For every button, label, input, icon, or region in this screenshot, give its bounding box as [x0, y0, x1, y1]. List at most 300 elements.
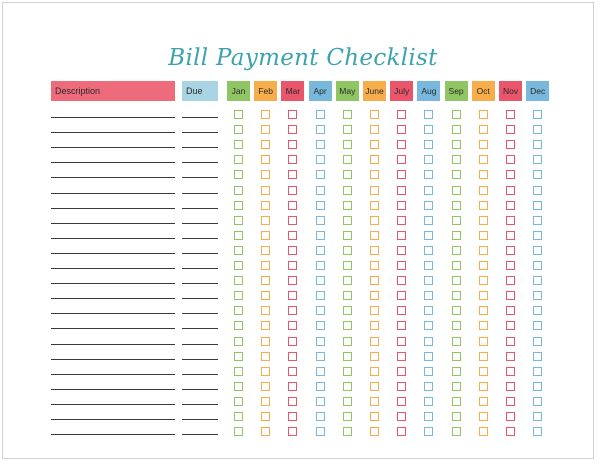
- description-line[interactable]: [51, 434, 175, 435]
- checkbox-aug[interactable]: [424, 352, 433, 361]
- due-line[interactable]: [182, 404, 218, 405]
- checkbox-dec[interactable]: [533, 367, 542, 376]
- checkbox-aug[interactable]: [424, 276, 433, 285]
- due-line[interactable]: [182, 132, 218, 133]
- checkbox-oct[interactable]: [479, 155, 488, 164]
- checkbox-june[interactable]: [370, 337, 379, 346]
- checkbox-sep[interactable]: [452, 321, 461, 330]
- checkbox-jan[interactable]: [234, 427, 243, 436]
- description-line[interactable]: [51, 374, 175, 375]
- description-line[interactable]: [51, 283, 175, 284]
- checkbox-aug[interactable]: [424, 155, 433, 164]
- checkbox-july[interactable]: [397, 201, 406, 210]
- checkbox-june[interactable]: [370, 306, 379, 315]
- checkbox-july[interactable]: [397, 382, 406, 391]
- checkbox-apr[interactable]: [316, 110, 325, 119]
- checkbox-june[interactable]: [370, 291, 379, 300]
- checkbox-nov[interactable]: [506, 321, 515, 330]
- checkbox-apr[interactable]: [316, 231, 325, 240]
- checkbox-dec[interactable]: [533, 186, 542, 195]
- checkbox-nov[interactable]: [506, 201, 515, 210]
- due-line[interactable]: [182, 374, 218, 375]
- checkbox-july[interactable]: [397, 170, 406, 179]
- checkbox-june[interactable]: [370, 382, 379, 391]
- checkbox-apr[interactable]: [316, 276, 325, 285]
- checkbox-sep[interactable]: [452, 155, 461, 164]
- checkbox-jan[interactable]: [234, 412, 243, 421]
- checkbox-jan[interactable]: [234, 291, 243, 300]
- checkbox-apr[interactable]: [316, 291, 325, 300]
- checkbox-feb[interactable]: [261, 412, 270, 421]
- checkbox-may[interactable]: [343, 216, 352, 225]
- due-line[interactable]: [182, 359, 218, 360]
- checkbox-jan[interactable]: [234, 382, 243, 391]
- checkbox-june[interactable]: [370, 276, 379, 285]
- checkbox-may[interactable]: [343, 291, 352, 300]
- checkbox-apr[interactable]: [316, 216, 325, 225]
- checkbox-may[interactable]: [343, 321, 352, 330]
- checkbox-dec[interactable]: [533, 352, 542, 361]
- checkbox-aug[interactable]: [424, 201, 433, 210]
- checkbox-jan[interactable]: [234, 216, 243, 225]
- checkbox-july[interactable]: [397, 140, 406, 149]
- checkbox-aug[interactable]: [424, 125, 433, 134]
- description-line[interactable]: [51, 162, 175, 163]
- checkbox-sep[interactable]: [452, 337, 461, 346]
- checkbox-nov[interactable]: [506, 110, 515, 119]
- checkbox-july[interactable]: [397, 261, 406, 270]
- checkbox-mar[interactable]: [288, 352, 297, 361]
- description-line[interactable]: [51, 313, 175, 314]
- description-line[interactable]: [51, 208, 175, 209]
- checkbox-aug[interactable]: [424, 321, 433, 330]
- checkbox-july[interactable]: [397, 321, 406, 330]
- checkbox-apr[interactable]: [316, 367, 325, 376]
- checkbox-jan[interactable]: [234, 125, 243, 134]
- checkbox-sep[interactable]: [452, 291, 461, 300]
- checkbox-may[interactable]: [343, 306, 352, 315]
- checkbox-dec[interactable]: [533, 382, 542, 391]
- description-line[interactable]: [51, 132, 175, 133]
- checkbox-jan[interactable]: [234, 276, 243, 285]
- checkbox-oct[interactable]: [479, 186, 488, 195]
- checkbox-may[interactable]: [343, 170, 352, 179]
- checkbox-oct[interactable]: [479, 276, 488, 285]
- checkbox-july[interactable]: [397, 110, 406, 119]
- checkbox-aug[interactable]: [424, 246, 433, 255]
- checkbox-may[interactable]: [343, 125, 352, 134]
- checkbox-july[interactable]: [397, 397, 406, 406]
- checkbox-feb[interactable]: [261, 261, 270, 270]
- checkbox-nov[interactable]: [506, 427, 515, 436]
- checkbox-july[interactable]: [397, 155, 406, 164]
- checkbox-aug[interactable]: [424, 291, 433, 300]
- checkbox-mar[interactable]: [288, 291, 297, 300]
- checkbox-june[interactable]: [370, 261, 379, 270]
- checkbox-june[interactable]: [370, 367, 379, 376]
- checkbox-sep[interactable]: [452, 231, 461, 240]
- description-line[interactable]: [51, 404, 175, 405]
- checkbox-may[interactable]: [343, 382, 352, 391]
- checkbox-dec[interactable]: [533, 155, 542, 164]
- checkbox-nov[interactable]: [506, 140, 515, 149]
- due-line[interactable]: [182, 117, 218, 118]
- checkbox-oct[interactable]: [479, 321, 488, 330]
- checkbox-july[interactable]: [397, 246, 406, 255]
- checkbox-aug[interactable]: [424, 397, 433, 406]
- checkbox-apr[interactable]: [316, 186, 325, 195]
- checkbox-apr[interactable]: [316, 246, 325, 255]
- due-line[interactable]: [182, 208, 218, 209]
- checkbox-mar[interactable]: [288, 110, 297, 119]
- checkbox-dec[interactable]: [533, 246, 542, 255]
- checkbox-july[interactable]: [397, 291, 406, 300]
- checkbox-june[interactable]: [370, 201, 379, 210]
- checkbox-july[interactable]: [397, 427, 406, 436]
- description-line[interactable]: [51, 117, 175, 118]
- checkbox-june[interactable]: [370, 216, 379, 225]
- due-line[interactable]: [182, 223, 218, 224]
- checkbox-oct[interactable]: [479, 367, 488, 376]
- checkbox-dec[interactable]: [533, 231, 542, 240]
- due-line[interactable]: [182, 238, 218, 239]
- checkbox-feb[interactable]: [261, 367, 270, 376]
- description-line[interactable]: [51, 419, 175, 420]
- checkbox-nov[interactable]: [506, 231, 515, 240]
- checkbox-may[interactable]: [343, 186, 352, 195]
- checkbox-mar[interactable]: [288, 140, 297, 149]
- checkbox-sep[interactable]: [452, 352, 461, 361]
- due-line[interactable]: [182, 162, 218, 163]
- checkbox-oct[interactable]: [479, 337, 488, 346]
- checkbox-aug[interactable]: [424, 186, 433, 195]
- checkbox-may[interactable]: [343, 110, 352, 119]
- checkbox-nov[interactable]: [506, 382, 515, 391]
- due-line[interactable]: [182, 253, 218, 254]
- checkbox-sep[interactable]: [452, 186, 461, 195]
- checkbox-june[interactable]: [370, 246, 379, 255]
- checkbox-feb[interactable]: [261, 216, 270, 225]
- checkbox-feb[interactable]: [261, 201, 270, 210]
- checkbox-mar[interactable]: [288, 216, 297, 225]
- checkbox-oct[interactable]: [479, 201, 488, 210]
- checkbox-oct[interactable]: [479, 306, 488, 315]
- checkbox-feb[interactable]: [261, 140, 270, 149]
- checkbox-may[interactable]: [343, 337, 352, 346]
- checkbox-dec[interactable]: [533, 140, 542, 149]
- checkbox-feb[interactable]: [261, 155, 270, 164]
- checkbox-sep[interactable]: [452, 397, 461, 406]
- checkbox-aug[interactable]: [424, 337, 433, 346]
- checkbox-nov[interactable]: [506, 155, 515, 164]
- checkbox-june[interactable]: [370, 125, 379, 134]
- checkbox-mar[interactable]: [288, 125, 297, 134]
- checkbox-jan[interactable]: [234, 397, 243, 406]
- description-line[interactable]: [51, 389, 175, 390]
- checkbox-dec[interactable]: [533, 276, 542, 285]
- checkbox-mar[interactable]: [288, 382, 297, 391]
- checkbox-apr[interactable]: [316, 155, 325, 164]
- checkbox-mar[interactable]: [288, 427, 297, 436]
- checkbox-sep[interactable]: [452, 201, 461, 210]
- checkbox-oct[interactable]: [479, 125, 488, 134]
- checkbox-mar[interactable]: [288, 397, 297, 406]
- checkbox-may[interactable]: [343, 261, 352, 270]
- checkbox-june[interactable]: [370, 412, 379, 421]
- checkbox-sep[interactable]: [452, 306, 461, 315]
- checkbox-mar[interactable]: [288, 276, 297, 285]
- due-line[interactable]: [182, 283, 218, 284]
- checkbox-dec[interactable]: [533, 321, 542, 330]
- checkbox-aug[interactable]: [424, 170, 433, 179]
- checkbox-aug[interactable]: [424, 110, 433, 119]
- checkbox-sep[interactable]: [452, 367, 461, 376]
- description-line[interactable]: [51, 298, 175, 299]
- checkbox-may[interactable]: [343, 140, 352, 149]
- checkbox-jan[interactable]: [234, 170, 243, 179]
- due-line[interactable]: [182, 177, 218, 178]
- checkbox-dec[interactable]: [533, 216, 542, 225]
- checkbox-sep[interactable]: [452, 276, 461, 285]
- checkbox-may[interactable]: [343, 231, 352, 240]
- checkbox-jan[interactable]: [234, 140, 243, 149]
- checkbox-july[interactable]: [397, 367, 406, 376]
- checkbox-apr[interactable]: [316, 306, 325, 315]
- description-line[interactable]: [51, 253, 175, 254]
- checkbox-jan[interactable]: [234, 352, 243, 361]
- checkbox-sep[interactable]: [452, 110, 461, 119]
- checkbox-dec[interactable]: [533, 337, 542, 346]
- checkbox-may[interactable]: [343, 412, 352, 421]
- checkbox-june[interactable]: [370, 170, 379, 179]
- due-line[interactable]: [182, 419, 218, 420]
- checkbox-jan[interactable]: [234, 155, 243, 164]
- checkbox-jan[interactable]: [234, 201, 243, 210]
- checkbox-nov[interactable]: [506, 216, 515, 225]
- checkbox-june[interactable]: [370, 155, 379, 164]
- checkbox-feb[interactable]: [261, 382, 270, 391]
- checkbox-june[interactable]: [370, 352, 379, 361]
- checkbox-nov[interactable]: [506, 186, 515, 195]
- checkbox-nov[interactable]: [506, 261, 515, 270]
- checkbox-apr[interactable]: [316, 321, 325, 330]
- checkbox-may[interactable]: [343, 397, 352, 406]
- checkbox-oct[interactable]: [479, 352, 488, 361]
- checkbox-june[interactable]: [370, 231, 379, 240]
- description-line[interactable]: [51, 223, 175, 224]
- description-line[interactable]: [51, 328, 175, 329]
- checkbox-apr[interactable]: [316, 170, 325, 179]
- checkbox-mar[interactable]: [288, 186, 297, 195]
- checkbox-june[interactable]: [370, 397, 379, 406]
- checkbox-apr[interactable]: [316, 337, 325, 346]
- checkbox-aug[interactable]: [424, 140, 433, 149]
- checkbox-sep[interactable]: [452, 261, 461, 270]
- checkbox-apr[interactable]: [316, 382, 325, 391]
- checkbox-mar[interactable]: [288, 412, 297, 421]
- checkbox-oct[interactable]: [479, 231, 488, 240]
- checkbox-apr[interactable]: [316, 352, 325, 361]
- checkbox-mar[interactable]: [288, 261, 297, 270]
- checkbox-mar[interactable]: [288, 367, 297, 376]
- due-line[interactable]: [182, 313, 218, 314]
- due-line[interactable]: [182, 298, 218, 299]
- checkbox-nov[interactable]: [506, 337, 515, 346]
- checkbox-mar[interactable]: [288, 321, 297, 330]
- checkbox-jan[interactable]: [234, 367, 243, 376]
- checkbox-feb[interactable]: [261, 125, 270, 134]
- checkbox-aug[interactable]: [424, 427, 433, 436]
- checkbox-july[interactable]: [397, 306, 406, 315]
- checkbox-oct[interactable]: [479, 382, 488, 391]
- checkbox-feb[interactable]: [261, 321, 270, 330]
- checkbox-may[interactable]: [343, 201, 352, 210]
- checkbox-may[interactable]: [343, 276, 352, 285]
- checkbox-june[interactable]: [370, 427, 379, 436]
- checkbox-apr[interactable]: [316, 140, 325, 149]
- checkbox-sep[interactable]: [452, 382, 461, 391]
- checkbox-nov[interactable]: [506, 246, 515, 255]
- checkbox-feb[interactable]: [261, 397, 270, 406]
- checkbox-may[interactable]: [343, 352, 352, 361]
- checkbox-nov[interactable]: [506, 412, 515, 421]
- checkbox-feb[interactable]: [261, 186, 270, 195]
- checkbox-apr[interactable]: [316, 412, 325, 421]
- checkbox-nov[interactable]: [506, 170, 515, 179]
- checkbox-may[interactable]: [343, 246, 352, 255]
- checkbox-nov[interactable]: [506, 352, 515, 361]
- checkbox-june[interactable]: [370, 110, 379, 119]
- checkbox-dec[interactable]: [533, 306, 542, 315]
- description-line[interactable]: [51, 147, 175, 148]
- due-line[interactable]: [182, 268, 218, 269]
- checkbox-oct[interactable]: [479, 216, 488, 225]
- checkbox-aug[interactable]: [424, 261, 433, 270]
- checkbox-oct[interactable]: [479, 291, 488, 300]
- due-line[interactable]: [182, 344, 218, 345]
- checkbox-july[interactable]: [397, 216, 406, 225]
- checkbox-sep[interactable]: [452, 246, 461, 255]
- checkbox-jan[interactable]: [234, 246, 243, 255]
- due-line[interactable]: [182, 328, 218, 329]
- checkbox-apr[interactable]: [316, 261, 325, 270]
- checkbox-aug[interactable]: [424, 306, 433, 315]
- checkbox-jan[interactable]: [234, 306, 243, 315]
- checkbox-aug[interactable]: [424, 216, 433, 225]
- checkbox-aug[interactable]: [424, 382, 433, 391]
- checkbox-apr[interactable]: [316, 427, 325, 436]
- checkbox-dec[interactable]: [533, 261, 542, 270]
- checkbox-dec[interactable]: [533, 412, 542, 421]
- description-line[interactable]: [51, 359, 175, 360]
- checkbox-oct[interactable]: [479, 261, 488, 270]
- checkbox-july[interactable]: [397, 186, 406, 195]
- checkbox-dec[interactable]: [533, 170, 542, 179]
- checkbox-feb[interactable]: [261, 306, 270, 315]
- checkbox-dec[interactable]: [533, 125, 542, 134]
- checkbox-jan[interactable]: [234, 231, 243, 240]
- checkbox-dec[interactable]: [533, 201, 542, 210]
- checkbox-july[interactable]: [397, 352, 406, 361]
- due-line[interactable]: [182, 434, 218, 435]
- checkbox-nov[interactable]: [506, 367, 515, 376]
- checkbox-feb[interactable]: [261, 276, 270, 285]
- checkbox-nov[interactable]: [506, 306, 515, 315]
- checkbox-jan[interactable]: [234, 186, 243, 195]
- checkbox-nov[interactable]: [506, 397, 515, 406]
- checkbox-dec[interactable]: [533, 291, 542, 300]
- checkbox-feb[interactable]: [261, 170, 270, 179]
- checkbox-mar[interactable]: [288, 337, 297, 346]
- checkbox-oct[interactable]: [479, 110, 488, 119]
- checkbox-sep[interactable]: [452, 170, 461, 179]
- checkbox-jan[interactable]: [234, 261, 243, 270]
- checkbox-oct[interactable]: [479, 170, 488, 179]
- checkbox-feb[interactable]: [261, 231, 270, 240]
- checkbox-oct[interactable]: [479, 246, 488, 255]
- checkbox-dec[interactable]: [533, 397, 542, 406]
- checkbox-dec[interactable]: [533, 110, 542, 119]
- description-line[interactable]: [51, 238, 175, 239]
- checkbox-sep[interactable]: [452, 216, 461, 225]
- description-line[interactable]: [51, 177, 175, 178]
- checkbox-aug[interactable]: [424, 231, 433, 240]
- checkbox-oct[interactable]: [479, 140, 488, 149]
- checkbox-july[interactable]: [397, 337, 406, 346]
- checkbox-jan[interactable]: [234, 337, 243, 346]
- checkbox-sep[interactable]: [452, 125, 461, 134]
- checkbox-nov[interactable]: [506, 125, 515, 134]
- checkbox-sep[interactable]: [452, 140, 461, 149]
- checkbox-feb[interactable]: [261, 427, 270, 436]
- checkbox-mar[interactable]: [288, 231, 297, 240]
- checkbox-june[interactable]: [370, 186, 379, 195]
- checkbox-dec[interactable]: [533, 427, 542, 436]
- checkbox-mar[interactable]: [288, 201, 297, 210]
- checkbox-jan[interactable]: [234, 110, 243, 119]
- checkbox-feb[interactable]: [261, 352, 270, 361]
- checkbox-feb[interactable]: [261, 110, 270, 119]
- description-line[interactable]: [51, 268, 175, 269]
- checkbox-mar[interactable]: [288, 155, 297, 164]
- checkbox-oct[interactable]: [479, 412, 488, 421]
- checkbox-sep[interactable]: [452, 427, 461, 436]
- due-line[interactable]: [182, 389, 218, 390]
- checkbox-mar[interactable]: [288, 246, 297, 255]
- checkbox-july[interactable]: [397, 125, 406, 134]
- checkbox-aug[interactable]: [424, 367, 433, 376]
- checkbox-jan[interactable]: [234, 321, 243, 330]
- checkbox-oct[interactable]: [479, 397, 488, 406]
- checkbox-mar[interactable]: [288, 170, 297, 179]
- checkbox-feb[interactable]: [261, 246, 270, 255]
- checkbox-oct[interactable]: [479, 427, 488, 436]
- checkbox-apr[interactable]: [316, 397, 325, 406]
- checkbox-aug[interactable]: [424, 412, 433, 421]
- checkbox-july[interactable]: [397, 231, 406, 240]
- checkbox-may[interactable]: [343, 367, 352, 376]
- checkbox-sep[interactable]: [452, 412, 461, 421]
- description-line[interactable]: [51, 193, 175, 194]
- checkbox-apr[interactable]: [316, 125, 325, 134]
- checkbox-apr[interactable]: [316, 201, 325, 210]
- checkbox-july[interactable]: [397, 276, 406, 285]
- checkbox-feb[interactable]: [261, 291, 270, 300]
- due-line[interactable]: [182, 147, 218, 148]
- checkbox-nov[interactable]: [506, 276, 515, 285]
- checkbox-nov[interactable]: [506, 291, 515, 300]
- checkbox-may[interactable]: [343, 155, 352, 164]
